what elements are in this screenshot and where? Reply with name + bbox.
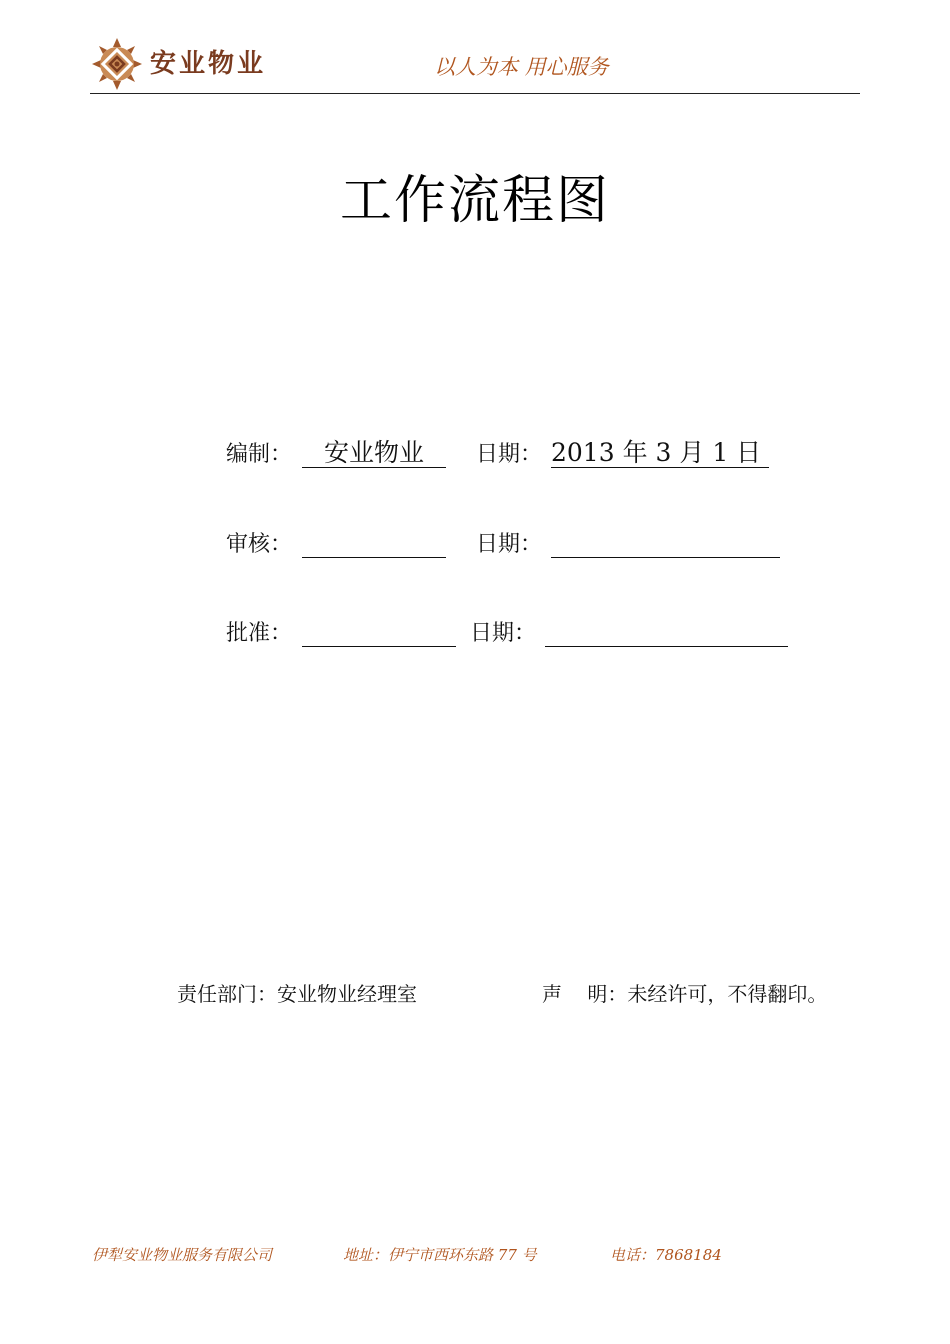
approve-date-field[interactable] bbox=[545, 617, 788, 647]
company-name: 安业物业 bbox=[150, 49, 267, 79]
approve-date-label: 日期： bbox=[470, 621, 537, 646]
footer-company: 伊犁安业物业服务有限公司 bbox=[92, 1246, 273, 1264]
review-date-field[interactable] bbox=[551, 528, 780, 558]
footer-address: 地址：伊宁市西环东路 77 号 bbox=[343, 1246, 537, 1264]
approve-field[interactable] bbox=[302, 617, 456, 647]
copyright-statement: 声 明：未经许可，不得翻印。 bbox=[542, 982, 828, 1006]
compile-date-label: 日期： bbox=[476, 442, 543, 467]
review-label: 审核： bbox=[226, 532, 293, 557]
approve-label: 批准： bbox=[226, 621, 293, 646]
document-title: 工作流程图 bbox=[339, 171, 610, 231]
compile-field[interactable]: 安业物业 bbox=[302, 438, 446, 468]
review-date-label: 日期： bbox=[476, 532, 543, 557]
responsible-department: 责任部门：安业物业经理室 bbox=[177, 982, 417, 1006]
compile-label: 编制： bbox=[226, 442, 293, 467]
header-divider bbox=[90, 93, 860, 94]
company-logo-icon bbox=[92, 38, 142, 90]
compile-date-field[interactable]: 2013 年 3 月 1 日 bbox=[551, 438, 769, 468]
company-slogan: 以人为本 用心服务 bbox=[434, 55, 609, 79]
review-field[interactable] bbox=[302, 528, 446, 558]
footer-phone: 电话：7868184 bbox=[610, 1246, 722, 1264]
